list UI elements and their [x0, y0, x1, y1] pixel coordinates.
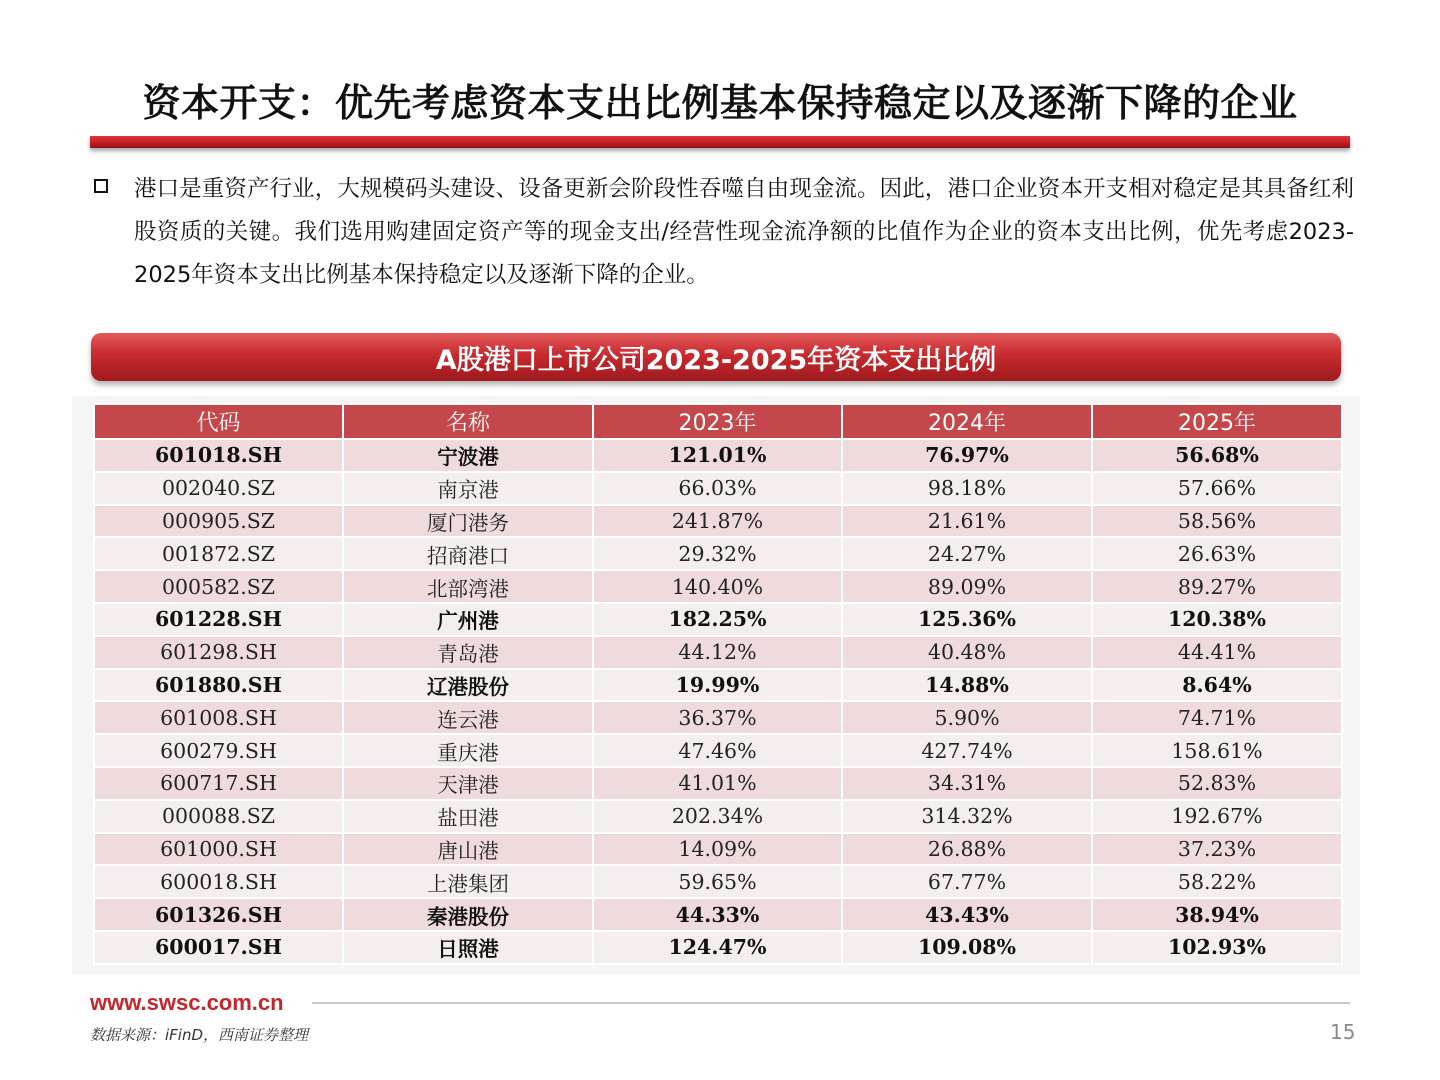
cell-2024: 40.48% [842, 636, 1092, 669]
cell-2023: 41.01% [593, 767, 842, 800]
cell-2023: 14.09% [593, 833, 842, 866]
cell-code: 000088.SZ [94, 800, 343, 833]
cell-2024: 14.88% [842, 669, 1092, 702]
cell-2025: 26.63% [1092, 537, 1342, 570]
cell-2023: 140.40% [593, 570, 842, 603]
cell-2024: 98.18% [842, 472, 1092, 505]
cell-code: 601018.SH [94, 439, 343, 472]
cell-2025: 52.83% [1092, 767, 1342, 800]
footer-divider [312, 1002, 1350, 1004]
table-banner-title: A股港口上市公司2023-2025年资本支出比例 [435, 344, 997, 376]
table-row [94, 931, 1342, 964]
cell-2024: 26.88% [842, 833, 1092, 866]
table-row [94, 701, 1342, 734]
table-row [94, 865, 1342, 898]
bullet-text: 港口是重资产行业，大规模码头建设、设备更新会阶段性吞噬自由现金流。因此，港口企业资本开支相对稳定是其具备红利股资质的关键。我们选用购建固定资产等的现金支出/经营性现金流净额的比值作为企业的资本支出比例，优先考虑2023-2025年资本支出比例基本保持稳定以及逐渐下降的企业。 [134, 176, 1354, 288]
cell-code: 600279.SH [94, 734, 343, 767]
cell-2025: 37.23% [1092, 833, 1342, 866]
table-header-row [94, 404, 1342, 439]
cell-2023: 19.99% [593, 669, 842, 702]
cell-name: 重庆港 [343, 734, 593, 767]
cell-name: 上港集团 [343, 865, 593, 898]
header-2024: 2024年 [842, 404, 1092, 439]
cell-code: 600017.SH [94, 931, 343, 964]
capex-table [93, 403, 1343, 965]
cell-2024: 89.09% [842, 570, 1092, 603]
footer-website-link[interactable]: www.swsc.com.cn [90, 990, 284, 1015]
cell-2023: 124.47% [593, 931, 842, 964]
header-2025: 2025年 [1092, 404, 1342, 439]
cell-name: 北部湾港 [343, 570, 593, 603]
bullet-paragraph [92, 168, 1354, 297]
table-row [94, 833, 1342, 866]
cell-2024: 21.61% [842, 505, 1092, 538]
cell-2025: 102.93% [1092, 931, 1342, 964]
cell-name: 日照港 [343, 931, 593, 964]
cell-2025: 89.27% [1092, 570, 1342, 603]
table-row [94, 603, 1342, 636]
cell-2025: 58.56% [1092, 505, 1342, 538]
cell-2023: 121.01% [593, 439, 842, 472]
table-body [94, 439, 1342, 964]
cell-code: 000905.SZ [94, 505, 343, 538]
page-title: 资本开支：优先考虑资本支出比例基本保持稳定以及逐渐下降的企业 [142, 81, 1298, 125]
header-2023: 2023年 [593, 404, 842, 439]
cell-2024: 314.32% [842, 800, 1092, 833]
cell-name: 天津港 [343, 767, 593, 800]
cell-2024: 76.97% [842, 439, 1092, 472]
table-row [94, 472, 1342, 505]
cell-2023: 44.33% [593, 898, 842, 931]
cell-2023: 47.46% [593, 734, 842, 767]
cell-code: 002040.SZ [94, 472, 343, 505]
table-banner [91, 333, 1341, 381]
table-row [94, 767, 1342, 800]
cell-name: 辽港股份 [343, 669, 593, 702]
table-row [94, 439, 1342, 472]
cell-2025: 192.67% [1092, 800, 1342, 833]
title-underline-bar [90, 136, 1350, 148]
cell-code: 601228.SH [94, 603, 343, 636]
table-row [94, 898, 1342, 931]
cell-name: 唐山港 [343, 833, 593, 866]
cell-2025: 158.61% [1092, 734, 1342, 767]
cell-2023: 241.87% [593, 505, 842, 538]
cell-2023: 36.37% [593, 701, 842, 734]
cell-code: 601298.SH [94, 636, 343, 669]
cell-name: 厦门港务 [343, 505, 593, 538]
cell-2025: 38.94% [1092, 898, 1342, 931]
cell-code: 001872.SZ [94, 537, 343, 570]
cell-2024: 427.74% [842, 734, 1092, 767]
cell-2024: 5.90% [842, 701, 1092, 734]
cell-code: 600717.SH [94, 767, 343, 800]
table-row [94, 800, 1342, 833]
cell-2024: 34.31% [842, 767, 1092, 800]
cell-code: 600018.SH [94, 865, 343, 898]
data-source-note: 数据来源：iFinD，西南证券整理 [90, 1026, 309, 1044]
cell-code: 601326.SH [94, 898, 343, 931]
cell-2024: 109.08% [842, 931, 1092, 964]
cell-2025: 56.68% [1092, 439, 1342, 472]
table-row [94, 505, 1342, 538]
cell-code: 601880.SH [94, 669, 343, 702]
cell-code: 601000.SH [94, 833, 343, 866]
cell-2023: 182.25% [593, 603, 842, 636]
cell-name: 招商港口 [343, 537, 593, 570]
cell-name: 秦港股份 [343, 898, 593, 931]
cell-name: 广州港 [343, 603, 593, 636]
cell-name: 连云港 [343, 701, 593, 734]
cell-2025: 120.38% [1092, 603, 1342, 636]
page-number: 15 [1330, 1020, 1356, 1044]
square-bullet-icon [94, 179, 108, 193]
table-container [72, 396, 1360, 974]
cell-name: 盐田港 [343, 800, 593, 833]
cell-2025: 8.64% [1092, 669, 1342, 702]
cell-2023: 44.12% [593, 636, 842, 669]
cell-2025: 74.71% [1092, 701, 1342, 734]
cell-2023: 66.03% [593, 472, 842, 505]
cell-2023: 29.32% [593, 537, 842, 570]
table-row [94, 669, 1342, 702]
cell-2024: 67.77% [842, 865, 1092, 898]
table-row [94, 537, 1342, 570]
cell-code: 000582.SZ [94, 570, 343, 603]
cell-name: 青岛港 [343, 636, 593, 669]
cell-code: 601008.SH [94, 701, 343, 734]
cell-2024: 43.43% [842, 898, 1092, 931]
cell-2025: 44.41% [1092, 636, 1342, 669]
cell-2024: 24.27% [842, 537, 1092, 570]
cell-name: 宁波港 [343, 439, 593, 472]
table-row [94, 570, 1342, 603]
cell-name: 南京港 [343, 472, 593, 505]
header-code: 代码 [94, 404, 343, 439]
cell-2025: 57.66% [1092, 472, 1342, 505]
header-name: 名称 [343, 404, 593, 439]
table-row [94, 636, 1342, 669]
cell-2023: 202.34% [593, 800, 842, 833]
table-row [94, 734, 1342, 767]
cell-2024: 125.36% [842, 603, 1092, 636]
cell-2023: 59.65% [593, 865, 842, 898]
cell-2025: 58.22% [1092, 865, 1342, 898]
